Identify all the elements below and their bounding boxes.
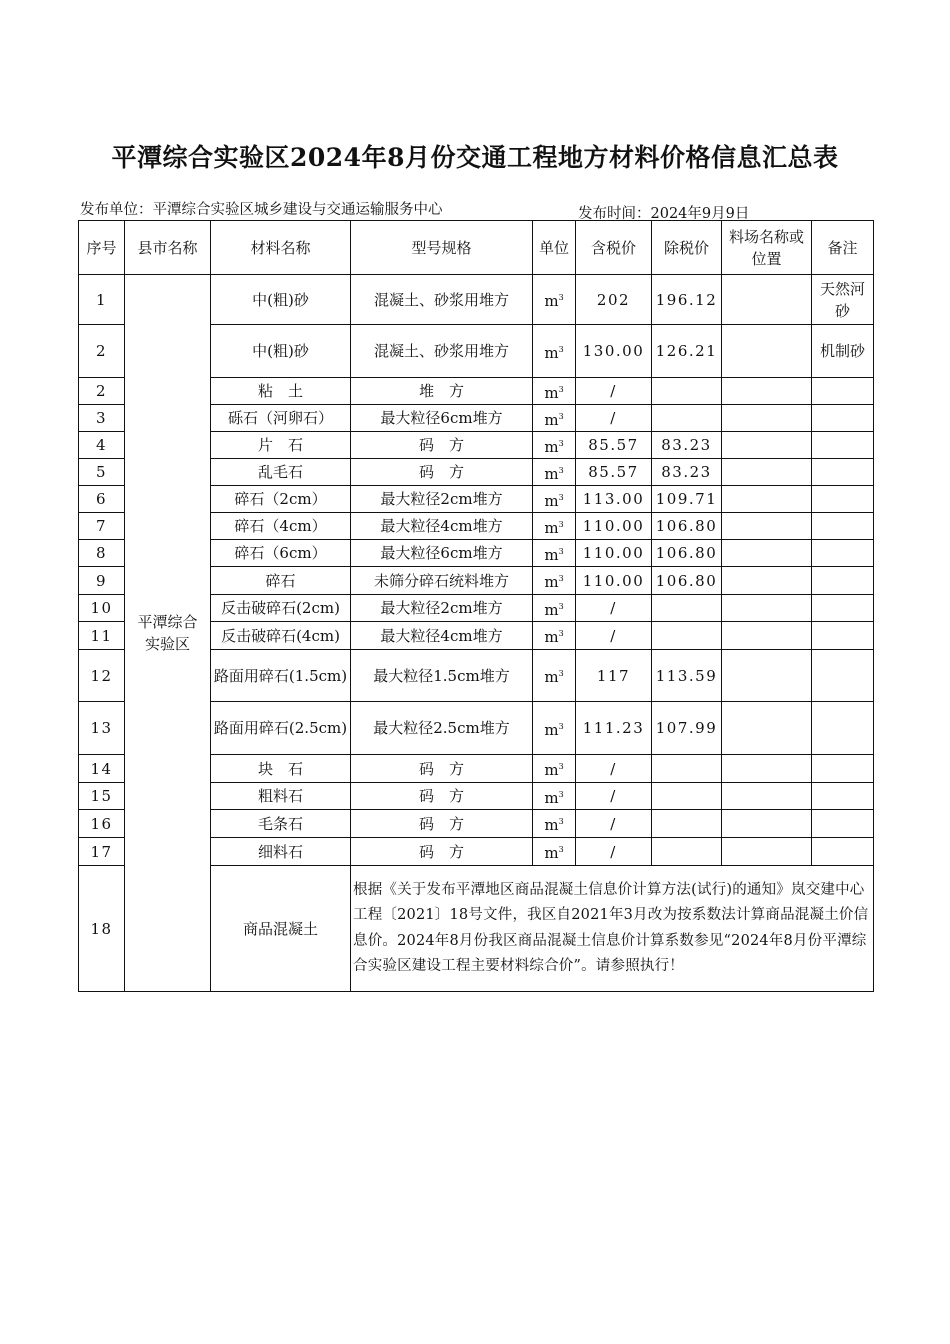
unit-exponent: 3 [558,465,564,475]
material-name: 块 石 [211,755,351,783]
unit-cell [533,540,576,567]
remark-cell [812,755,874,783]
header-row [79,221,874,275]
remark-cell [812,810,874,838]
unit-base: m [544,437,559,456]
remark-cell [812,432,874,459]
material-name: 毛条石 [211,810,351,838]
location-cell [722,378,812,405]
price-notax: 106.80 [652,540,722,567]
location-cell [722,595,812,622]
row-number: 6 [79,486,125,513]
unit-base: m [544,464,559,483]
spec-cell: 码 方 [351,459,533,486]
unit-base: m [544,545,559,564]
row-number: 4 [79,432,125,459]
price-tax: 202 [576,275,652,325]
unit-exponent: 3 [558,344,564,354]
price-tax: / [576,378,652,405]
header-remark: 备注 [812,221,874,275]
unit-exponent: 3 [558,384,564,394]
location-cell [722,810,812,838]
unit-cell [533,459,576,486]
header-price-notax: 除税价 [652,221,722,275]
unit-cell [533,378,576,405]
price-notax: 113.59 [652,650,722,702]
unit-cell [533,838,576,866]
unit-base: m [544,600,559,619]
remark-cell [812,405,874,432]
location-cell [722,567,812,595]
header-price-tax: 含税价 [576,221,652,275]
spec-cell: 混凝土、砂浆用堆方 [351,275,533,325]
unit-cell [533,702,576,755]
row-number: 18 [79,866,125,992]
remark-cell [812,459,874,486]
header-spec: 型号规格 [351,221,533,275]
unit-exponent: 3 [558,845,564,854]
price-notax [652,838,722,866]
header-unit: 单位 [533,221,576,275]
location-cell [722,650,812,702]
price-notax [652,378,722,405]
material-name: 中(粗)砂 [211,275,351,325]
price-notax: 83.23 [652,459,722,486]
spec-cell: 码 方 [351,783,533,810]
material-name: 中(粗)砂 [211,325,351,378]
price-tax: 110.00 [576,540,652,567]
location-cell [722,513,812,540]
row-number: 11 [79,622,125,650]
remark-cell [812,595,874,622]
remark-cell [812,622,874,650]
unit-cell [533,755,576,783]
material-name: 粗料石 [211,783,351,810]
row-number: 5 [79,459,125,486]
price-notax: 106.80 [652,567,722,595]
unit-exponent: 3 [558,438,564,448]
unit-base: m [544,343,559,362]
price-notax [652,810,722,838]
publisher-line: 发布单位：平潭综合实验区城乡建设与交通运输服务中心 [80,202,443,218]
row-number: 14 [79,755,125,783]
remark-cell: 天然河砂 [812,275,874,325]
unit-exponent: 3 [558,629,564,638]
unit-exponent: 3 [558,519,564,529]
location-cell [722,622,812,650]
unit-cell [533,275,576,325]
unit-cell [533,650,576,702]
location-cell [722,275,812,325]
row-number: 13 [79,702,125,755]
unit-base: m [544,518,559,537]
unit-exponent: 3 [558,789,564,799]
remark-cell [812,486,874,513]
unit-exponent: 3 [558,293,564,302]
row-number: 9 [79,567,125,595]
location-cell [722,459,812,486]
row-number: 3 [79,405,125,432]
unit-exponent: 3 [558,721,564,731]
location-cell [722,432,812,459]
material-name: 商品混凝土 [211,866,351,992]
price-tax: 113.00 [576,486,652,513]
price-notax: 107.99 [652,702,722,755]
page-title: 平潭综合实验区2024年8月份交通工程地方材料价格信息汇总表 [111,143,839,172]
concrete-note: 根据《关于发布平潭地区商品混凝土信息价计算方法(试行)的通知》岚交建中心工程〔2021〕18号文件，我区自2021年3月改为按系数法计算商品混凝土价信息价。2024年8月份我区商品混凝土信息价计算系数参见“2024年8月份平潭综合实验区建设工程主要材料综合价”。请参照执行！ [351,866,874,992]
material-name: 碎石（4cm） [211,513,351,540]
material-name: 碎石（2cm） [211,486,351,513]
location-cell [722,405,812,432]
unit-cell [533,622,576,650]
price-tax: 117 [576,650,652,702]
price-notax: 126.21 [652,325,722,378]
header-no: 序号 [79,221,125,275]
material-name: 路面用碎石(2.5cm) [211,702,351,755]
unit-exponent: 3 [558,411,564,421]
remark-cell [812,540,874,567]
unit-cell [533,595,576,622]
material-name: 乱毛石 [211,459,351,486]
material-name: 路面用碎石(1.5cm) [211,650,351,702]
row-number: 15 [79,783,125,810]
unit-exponent: 3 [558,817,564,826]
location-cell [722,783,812,810]
remark-cell [812,650,874,702]
price-tax: / [576,595,652,622]
unit-cell [533,810,576,838]
unit-exponent: 3 [558,546,564,556]
price-tax: 85.57 [576,459,652,486]
price-notax: 106.80 [652,513,722,540]
unit-cell [533,405,576,432]
header-location: 料场名称或位置 [722,221,812,275]
price-tax: / [576,755,652,783]
spec-cell: 最大粒径2cm堆方 [351,486,533,513]
spec-cell: 最大粒径6cm堆方 [351,540,533,567]
remark-cell [812,783,874,810]
price-notax: 196.12 [652,275,722,325]
unit-exponent: 3 [558,669,564,678]
price-tax: 85.57 [576,432,652,459]
material-name: 碎石 [211,567,351,595]
remark-cell [812,838,874,866]
material-name: 片 石 [211,432,351,459]
row-number: 12 [79,650,125,702]
spec-cell: 混凝土、砂浆用堆方 [351,325,533,378]
unit-base: m [544,628,559,646]
location-cell [722,486,812,513]
unit-base: m [544,816,559,834]
remark-cell: 机制砂 [812,325,874,378]
spec-cell: 码 方 [351,838,533,866]
unit-base: m [544,788,559,807]
unit-exponent: 3 [558,492,564,502]
spec-cell: 最大粒径4cm堆方 [351,622,533,650]
price-tax: 110.00 [576,567,652,595]
price-tax: / [576,783,652,810]
unit-base: m [544,668,559,686]
material-name: 粘 土 [211,378,351,405]
material-name: 反击破碎石(4cm) [211,622,351,650]
unit-exponent: 3 [558,601,564,611]
unit-base: m [544,844,559,862]
row-number: 8 [79,540,125,567]
price-notax [652,622,722,650]
row-number: 1 [79,275,125,325]
remark-cell [812,702,874,755]
price-tax: / [576,622,652,650]
unit-cell [533,486,576,513]
remark-cell [812,567,874,595]
price-tax: 110.00 [576,513,652,540]
remark-cell [812,513,874,540]
material-name: 反击破碎石(2cm) [211,595,351,622]
unit-base: m [544,292,559,310]
price-notax: 109.71 [652,486,722,513]
unit-cell [533,432,576,459]
spec-cell: 最大粒径2.5cm堆方 [351,702,533,755]
county-cell: 平潭综合实验区 [125,275,211,992]
price-tax: 111.23 [576,702,652,755]
unit-cell [533,783,576,810]
publish-date: 发布时间：2024年9月9日 [578,206,750,222]
price-tax: / [576,838,652,866]
price-tax: 130.00 [576,325,652,378]
unit-base: m [544,383,559,402]
spec-cell: 堆 方 [351,378,533,405]
price-notax [652,405,722,432]
row-number: 2 [79,325,125,378]
price-notax [652,755,722,783]
unit-exponent: 3 [558,574,564,583]
unit-cell [533,325,576,378]
price-tax: / [576,405,652,432]
material-name: 砾石（河卵石） [211,405,351,432]
row-number: 7 [79,513,125,540]
unit-base: m [544,410,559,429]
material-name: 碎石（6cm） [211,540,351,567]
unit-cell [533,513,576,540]
row-number: 10 [79,595,125,622]
spec-cell: 最大粒径2cm堆方 [351,595,533,622]
location-cell [722,540,812,567]
unit-cell [533,567,576,595]
spec-cell: 未筛分碎石统料堆方 [351,567,533,595]
material-name: 细料石 [211,838,351,866]
price-notax: 83.23 [652,432,722,459]
header-county: 县市名称 [125,221,211,275]
unit-exponent: 3 [558,762,564,771]
unit-base: m [544,761,559,779]
price-table [78,220,874,992]
row-number: 16 [79,810,125,838]
header-material: 材料名称 [211,221,351,275]
unit-base: m [544,720,559,739]
row-number: 17 [79,838,125,866]
spec-cell: 最大粒径6cm堆方 [351,405,533,432]
location-cell [722,325,812,378]
price-notax [652,595,722,622]
spec-cell: 最大粒径4cm堆方 [351,513,533,540]
remark-cell [812,378,874,405]
row-number: 2 [79,378,125,405]
spec-cell: 码 方 [351,755,533,783]
location-cell [722,702,812,755]
price-tax: / [576,810,652,838]
spec-cell: 码 方 [351,432,533,459]
location-cell [722,838,812,866]
unit-base: m [544,491,559,510]
unit-base: m [544,573,559,591]
price-notax [652,783,722,810]
table-row [79,275,874,325]
location-cell [722,755,812,783]
spec-cell: 最大粒径1.5cm堆方 [351,650,533,702]
spec-cell: 码 方 [351,810,533,838]
